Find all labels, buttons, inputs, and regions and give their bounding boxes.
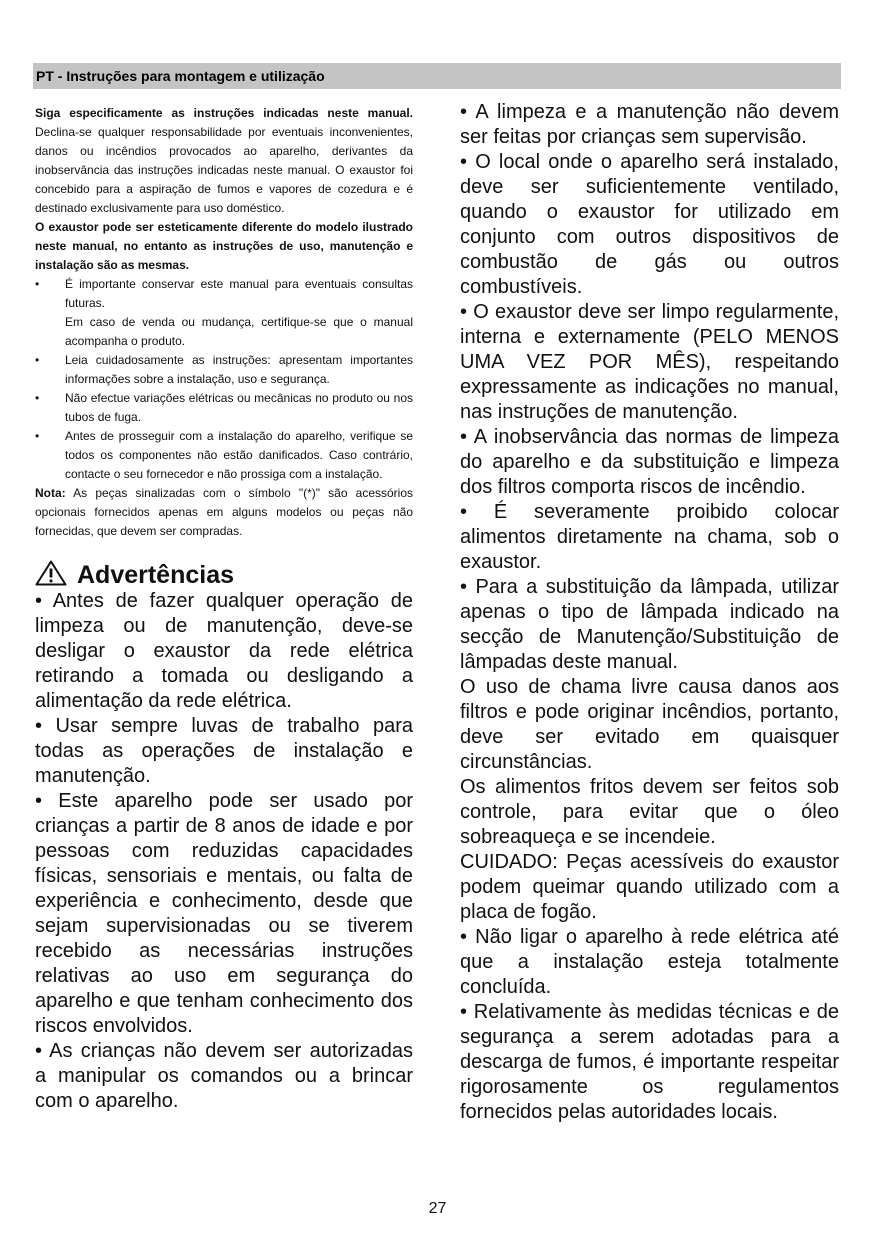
warning-paragraph: • Para a substituição da lâmpada, utilizar apenas o tipo de lâmpada indicado na secção de Manutenção/Substituição de lâmpadas deste manual.: [460, 576, 839, 673]
note-text: As peças sinalizadas com o símbolo "(*)" são acessórios opcionais fornecidos apenas em alguns modelos ou peças não fornecidas, que devem ser compradas.: [35, 486, 414, 538]
list-item-text: Em caso de venda ou mudança, certifique-se que o manual acompanha o produto.: [65, 315, 413, 348]
warning-paragraph: • O exaustor deve ser limpo regularmente, interna e externamente (PELO MENOS UMA VEZ POR MÊS), respeitando expressamente as indicações no manual, nas instruções de manutenção.: [460, 301, 839, 423]
list-item-text: • É importante conservar este manual para eventuais consultas futuras.: [65, 277, 413, 310]
intro-bold-text: Siga especificamente as instruções indicadas neste manual.: [35, 106, 413, 120]
right-column: [460, 100, 839, 1125]
warning-paragraph: CUIDADO: Peças acessíveis do exaustor podem queimar quando utilizado com a placa de fogão.: [460, 851, 839, 923]
warning-paragraph: • As crianças não devem ser autorizadas a manipular os comandos ou a brincar com o aparelho.: [35, 1040, 413, 1112]
warning-paragraph: • Relativamente às medidas técnicas e de segurança a serem adotadas para a descarga de fumos, é importante respeitar rigorosamente os regulamentos fornecidos pelas autoridades locais.: [460, 1001, 839, 1123]
warning-paragraph: • Antes de fazer qualquer operação de limpeza ou de manutenção, deve-se desligar o exaustor da rede elétrica retirando a tomada ou desligando a alimentação da rede elétrica.: [35, 590, 413, 712]
intro-text: Declina-se qualquer responsabilidade por eventuais inconvenientes, danos ou incêndios provocados ao aparelho, derivantes da inobservância das instruções indicadas neste manual. O exaustor foi concebido para a aspiração de fumos e vapores de cozedura e é destinado exclusivamente para uso doméstico.: [35, 125, 413, 215]
list-item: [35, 389, 413, 427]
note-paragraph: [35, 484, 413, 541]
warning-paragraph: • A inobservância das normas de limpeza do aparelho e da substituição e limpeza dos filtros comporta riscos de incêndio.: [460, 426, 839, 498]
intro-paragraph: [35, 104, 413, 218]
left-column: [35, 104, 413, 1114]
warning-paragraph: • É severamente proibido colocar alimentos diretamente na chama, sob o exaustor.: [460, 501, 839, 573]
list-item: [35, 427, 413, 484]
list-item: [35, 275, 413, 351]
warnings-title: Advertências: [77, 561, 235, 589]
list-item-text: • Leia cuidadosamente as instruções: apresentam importantes informações sobre a instalação, uso e segurança.: [65, 353, 413, 386]
warning-paragraph: O uso de chama livre causa danos aos filtros e pode originar incêndios, portanto, deve ser evitado em quaisquer circunstâncias.: [460, 676, 839, 773]
warning-triangle-icon: [35, 560, 67, 591]
list-item-text: • Não efectue variações elétricas ou mecânicas no produto ou nos tubos de fuga.: [65, 391, 413, 424]
instructions-list: [35, 275, 413, 484]
model-note: [35, 218, 413, 275]
section-header: PT - Instruções para montagem e utilização: [33, 63, 841, 89]
warnings-heading: [35, 561, 413, 589]
warning-paragraph: • Este aparelho pode ser usado por crianças a partir de 8 anos de idade e por pessoas com reduzidas capacidades físicas, sensoriais e mentais, ou falta de experiência e conhecimento, desde que sejam supervisionadas ou se tiverem recebido as necessárias instruções relativas ao uso em segurança do aparelho e que tenham conhecimento dos riscos envolvidos.: [35, 790, 413, 1037]
page-number: 27: [428, 1200, 447, 1217]
warning-paragraph: • O local onde o aparelho será instalado, deve ser suficientemente ventilado, quando o exaustor for utilizado em conjunto com outros dispositivos de combustão de gás ou outros combustíveis.: [460, 151, 839, 298]
warning-paragraph: • A limpeza e a manutenção não devem ser feitas por crianças sem supervisão.: [460, 101, 839, 148]
note-label: Nota:: [35, 486, 66, 500]
warning-paragraph: Os alimentos fritos devem ser feitos sob controle, para evitar que o óleo sobreaqueça e se incendeie.: [460, 776, 839, 848]
list-item: [35, 351, 413, 389]
model-note-text: O exaustor pode ser esteticamente diferente do modelo ilustrado neste manual, no entanto as instruções de uso, manutenção e instalação são as mesmas.: [35, 220, 413, 272]
warning-paragraph: • Não ligar o aparelho à rede elétrica até que a instalação esteja totalmente concluída.: [460, 926, 839, 998]
list-item-text: • Antes de prosseguir com a instalação do aparelho, verifique se todos os componentes não estão danificados. Caso contrário, contacte o seu fornecedor e não prossiga com a instalação.: [65, 429, 413, 481]
warning-paragraph: • Usar sempre luvas de trabalho para todas as operações de instalação e manutenção.: [35, 715, 413, 787]
